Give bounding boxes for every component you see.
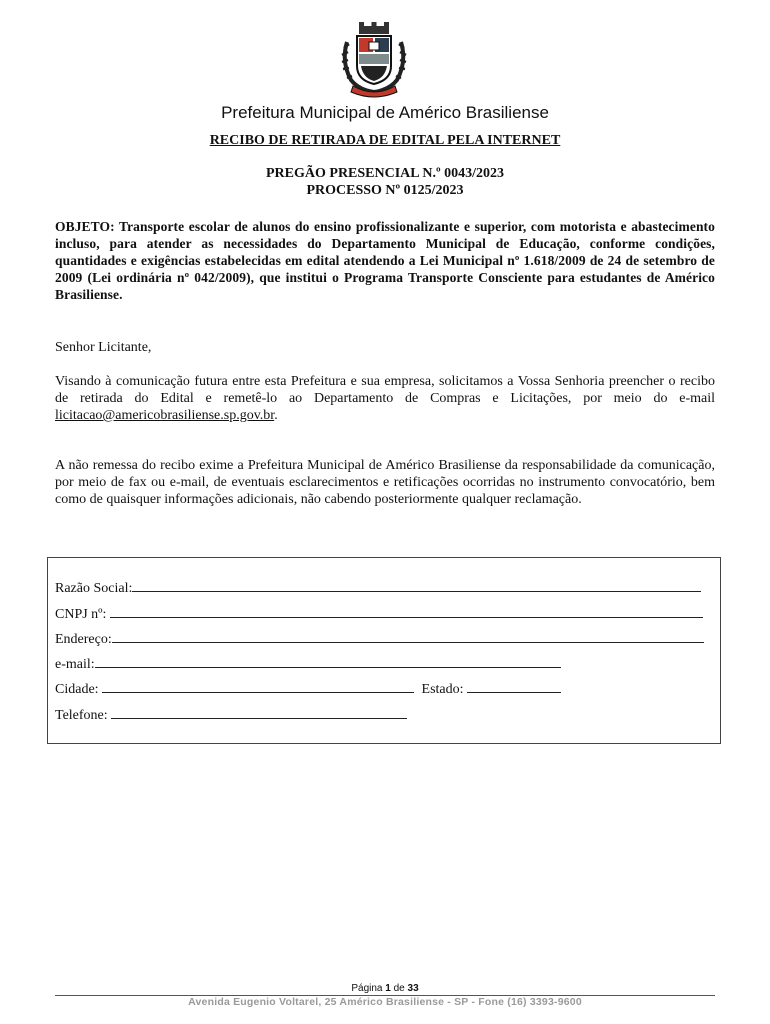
bidder-form xyxy=(47,557,721,744)
page-prefix: Página xyxy=(351,983,386,994)
form-row-telefone xyxy=(55,704,407,724)
pregao-number: PREGÃO PRESENCIAL N.º 0043/2023 xyxy=(266,166,504,181)
form-row-cidade-estado xyxy=(55,678,561,698)
form-row-razao-social xyxy=(55,577,701,597)
estado-field[interactable] xyxy=(467,678,561,693)
cnpj-label: CNPJ nº: xyxy=(55,607,107,622)
greeting: Senhor Licitante, xyxy=(55,340,152,355)
cidade-label: Cidade: xyxy=(55,682,99,697)
form-row-cnpj xyxy=(55,603,703,623)
form-row-email xyxy=(55,653,561,673)
email-label: e-mail: xyxy=(55,657,95,672)
contact-email-link[interactable]: licitacao@americobrasiliense.sp.gov.br xyxy=(55,408,275,423)
email-field[interactable] xyxy=(95,653,561,668)
razao-social-field[interactable] xyxy=(132,577,701,592)
razao-social-label: Razão Social: xyxy=(55,581,133,596)
page-number xyxy=(0,983,770,994)
cidade-field[interactable] xyxy=(102,678,414,693)
estado-label: Estado: xyxy=(421,682,464,697)
page-total: 33 xyxy=(407,983,419,994)
endereco-field[interactable] xyxy=(112,628,704,643)
objeto-paragraph: OBJETO: Transporte escolar de alunos do ensino profissionalizante e superior, com motorista e abastecimento incluso, para atender as necessidades do Departamento Municipal de Educação, conforme condições, quantidades e exigências estabelecidas em edital atendendo a Lei Municipal nº 1.618/2009 de 24 de setembro de 2009 (Lei ordinária nº 042/2009), que institui o Programa Transporte Consciente para estudantes de Américo Brasiliense. xyxy=(55,219,715,302)
cnpj-field[interactable] xyxy=(110,603,703,618)
page-of: de xyxy=(390,983,408,994)
municipal-coat-of-arms-icon xyxy=(339,22,409,98)
form-row-endereco xyxy=(55,628,704,648)
disclaimer-paragraph: A não remessa do recibo exime a Prefeitura Municipal de Américo Brasiliense da responsabilidade da comunicação, por meio de fax ou e-mail, de eventuais esclarecimentos e retificações ocorridas no instrumento convocatório, bem como de quaisquer informações adicionais, não cabendo posteriormente qualquer reclamação. xyxy=(55,458,715,507)
endereco-label: Endereço: xyxy=(55,632,112,647)
telefone-field[interactable] xyxy=(111,704,407,719)
telefone-label: Telefone: xyxy=(55,708,108,723)
municipality-heading: Prefeitura Municipal de Américo Brasiliense xyxy=(221,103,549,122)
instructions-paragraph xyxy=(55,373,715,424)
instructions-text: Visando à comunicação futura entre esta Prefeitura e sua empresa, solicitamos a Vossa Senhoria preencher o recibo de retirada do Edital e remetê-lo ao Departamento de Compras e Licitações, por meio do e-mail xyxy=(55,374,715,406)
footer-address: Avenida Eugenio Voltarel, 25 Américo Brasiliense - SP - Fone (16) 3393-9600 xyxy=(188,996,582,1008)
instructions-end: . xyxy=(274,408,278,423)
document-title: RECIBO DE RETIRADA DE EDITAL PELA INTERNET xyxy=(209,133,561,148)
page-current: 1 xyxy=(385,983,391,994)
processo-number: PROCESSO Nº 0125/2023 xyxy=(306,183,464,198)
